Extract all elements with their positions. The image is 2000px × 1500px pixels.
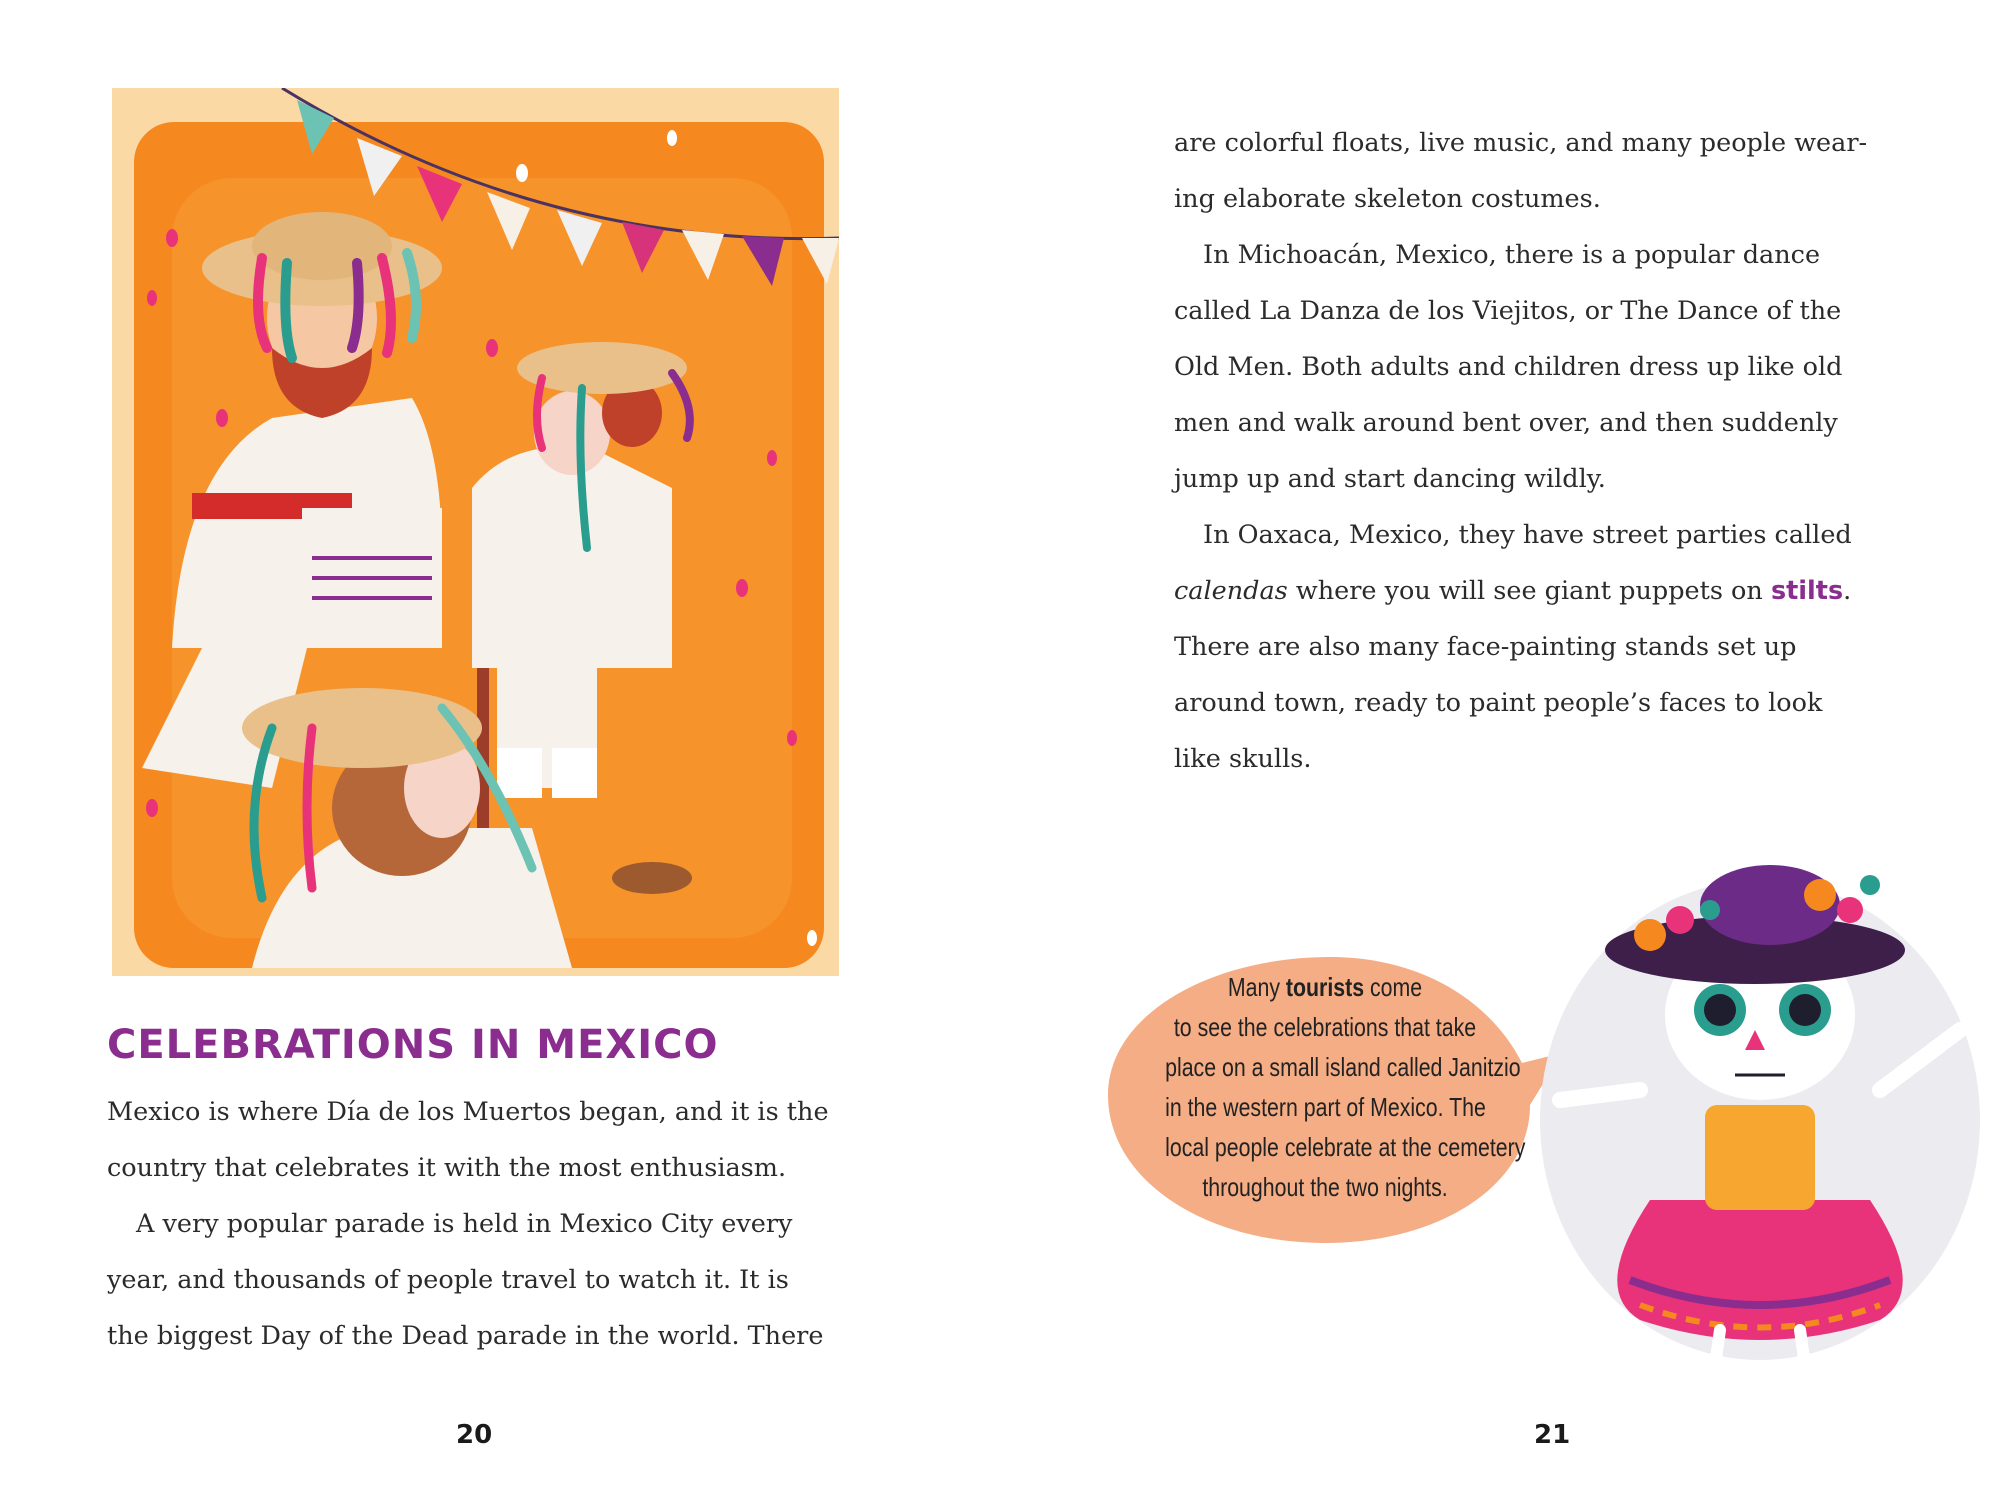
paragraph-intro [107,1084,829,1196]
text-line: In Michoacán, Mexico, there is a popular dance [1203,240,1821,270]
text-run: . [1843,576,1852,606]
text-line: There are also many face-painting stands set up [1174,632,1797,662]
glossary-term-stilts[interactable]: stilts [1770,576,1844,606]
text-line: throughout the two nights. [1202,1172,1448,1202]
section-heading: CELEBRATIONS IN MEXICO [107,1022,719,1068]
text-line: Mexico is where Día de los Muertos began, and it is the [107,1097,829,1127]
speech-bubble-text [1165,967,1526,1207]
text-line [1174,563,1852,619]
calendas-term: calendas [1174,576,1288,606]
text-line: around town, ready to paint people’s faces to look [1174,688,1823,718]
text-line: like skulls. [1174,744,1312,774]
speech-bubble [1090,945,1570,1255]
text-line: In Oaxaca, Mexico, they have street parties called [1203,520,1852,550]
dancers-illustration [112,88,839,976]
text-line: are colorful floats, live music, and many people wear- [1174,128,1868,158]
text-line [1165,967,1485,1007]
text-run: come [1364,972,1423,1002]
text-line: place on a small island called Janitzio [1165,1052,1521,1082]
text-line: jump up and start dancing wildly. [1174,464,1606,494]
text-line: local people celebrate at the cemetery [1165,1132,1526,1162]
text-line: ing elaborate skeleton costumes. [1174,184,1601,214]
text-line: men and walk around bent over, and then suddenly [1174,408,1838,438]
paragraph-michoacan [1174,227,1842,507]
text-line: Old Men. Both adults and children dress up like old [1174,352,1843,382]
dancers-artwork [112,88,839,976]
skeleton-girl-illustration [1530,850,1990,1370]
text-run: Many [1227,972,1286,1002]
glossary-term-tourists[interactable]: tourists [1285,972,1365,1002]
page-number-left: 20 [456,1420,493,1450]
paragraph-oaxaca [1174,507,1852,787]
text-line: the biggest Day of the Dead parade in the world. There [107,1321,824,1351]
text-run: where you will see giant puppets on [1287,576,1771,606]
text-line: A very popular parade is held in Mexico City every [136,1209,793,1239]
paragraph-parade [107,1196,823,1364]
right-page [1000,0,2000,1500]
paragraph-continued [1174,115,1867,227]
text-line: to see the celebrations that take [1173,1012,1477,1042]
page-number-right: 21 [1534,1420,1571,1450]
text-line: country that celebrates it with the most enthusiasm. [107,1153,787,1183]
text-line: in the western part of Mexico. The [1165,1092,1486,1122]
text-line: year, and thousands of people travel to watch it. It is [107,1265,789,1295]
text-line: called La Danza de los Viejitos, or The Dance of the [1174,296,1842,326]
